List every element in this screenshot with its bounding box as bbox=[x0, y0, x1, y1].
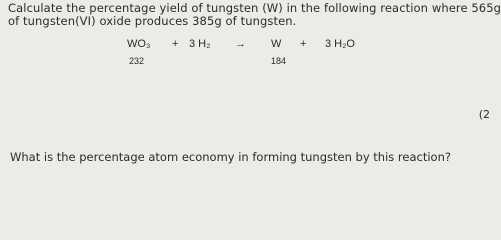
equation-plus-2: + bbox=[300, 38, 307, 50]
equation-plus-1: + bbox=[172, 38, 179, 50]
question-text-line-1: Calculate the percentage yield of tungsten (W) in the following reaction where 565g bbox=[8, 1, 501, 15]
molar-mass-w: 184 bbox=[271, 56, 287, 66]
molar-mass-wo3: 232 bbox=[129, 56, 145, 66]
equation-arrow: → bbox=[235, 38, 246, 50]
question-text-atom-economy: What is the percentage atom economy in forming tungsten by this reaction? bbox=[10, 150, 451, 164]
equation-reactant-h2: 3 H₂ bbox=[189, 38, 211, 50]
equation-product-w: W bbox=[271, 38, 282, 50]
question-text-line-2: of tungsten(VI) oxide produces 385g of tungsten. bbox=[8, 14, 297, 28]
equation-reactant-wo3: WO₃ bbox=[127, 38, 151, 50]
marks-label: (2 bbox=[478, 108, 490, 121]
equation-product-h2o: 3 H₂O bbox=[325, 38, 355, 50]
